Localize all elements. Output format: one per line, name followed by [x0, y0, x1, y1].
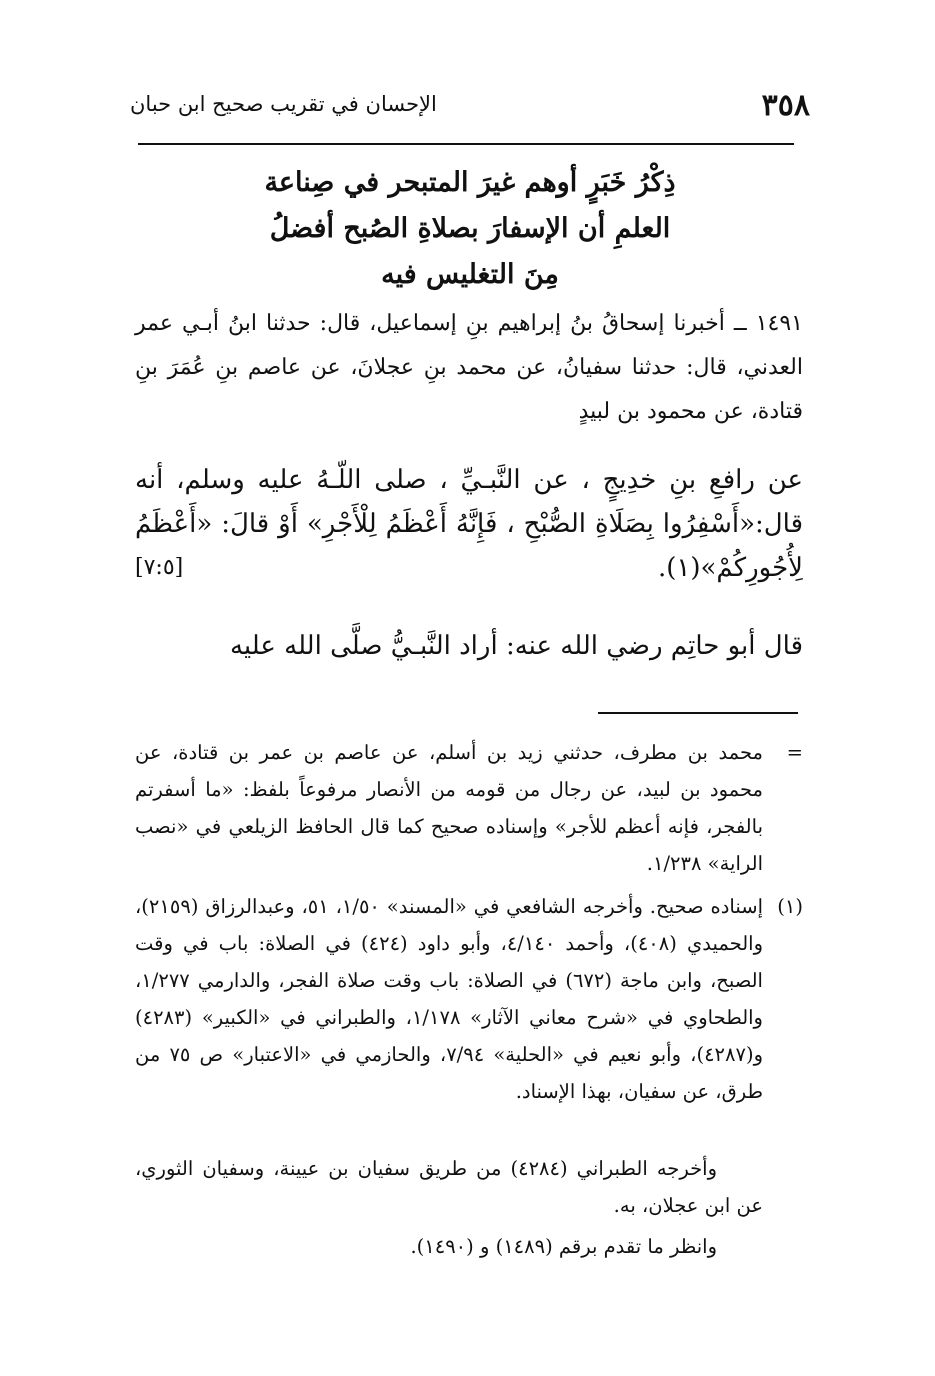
footnote-text: إسناده صحيح. وأخرجه الشافعي في «المسند» ١/٥٠، ٥١، وعبدالرزاق (٢١٥٩)، والحميدي (٤٠٨)، وأحمد ٤/١٤٠، وأبو داود (٤٢٤) في الصلاة: باب في وقت الصبح، وابن ماجة (٦٧٢) في الصلاة: باب وقت صلاة الفجر، والدارمي ١/٢٧٧، والطحاوي في «شرح معاني الآثار» ١/١٧٨، والطبراني في «الكبير» (٤٢٨٣) و(٤٢٨٧)، وأبو نعيم في «الحلية» ٧/٩٤، والحازمي في «الاعتبار» ص ٧٥ من طرق، عن سفيان، بهذا الإسناد.: [135, 895, 763, 1103]
footnote-1: [135, 888, 803, 1110]
footnote-continuation: [135, 734, 803, 882]
heading-line-3: مِنَ التغليس فيه: [381, 259, 559, 290]
heading-line-1: ذِكْرُ خَبَرٍ أوهم غيرَ المتبحر في صِناعة: [264, 167, 676, 198]
footnote-rule: [598, 712, 798, 714]
hadith-reference: [٧:٥]: [135, 555, 184, 580]
page-number: ٣٥٨: [761, 88, 810, 123]
hadith-text: [135, 458, 803, 590]
hadith-chain: ١٤٩١ ــ أخبرنا إسحاقُ بنُ إبراهيم بنِ إسماعيل، قال: حدثنا ابنُ أبـي عمر العدني، قال: حدثنا سفيانُ، عن محمد بنِ عجلانَ، عن عاصم بنِ عُمَرَ بنِ قتادة، عن محمود بن لبيدٍ: [135, 311, 803, 424]
running-title: الإحسان في تقريب صحيح ابن حبان: [130, 92, 437, 116]
footnote-text: محمد بن مطرف، حدثني زيد بن أسلم، عن عاصم بن عمر بن قتادة، عن محمود بن لبيد، عن رجال من قومه من الأنصار مرفوعاً بلفظ: «ما أسفرتم بالفجر، فإنه أعظم للأجر» وإسناده صحيح كما قال الحافظ الزيلعي في «نصب الراية» ١/٢٣٨.: [135, 741, 763, 875]
page-header: [130, 88, 810, 128]
footnote-marker: (١): [777, 895, 803, 918]
heading-line-2: العلمِ أن الإسفارَ بصلاةِ الصُبح أفضلُ: [269, 213, 671, 244]
hadith-matn: عن رافعِ بنِ خدِيجٍ ، عن النَّبـيِّ ، صلى اللّـهُ عليه وسلم، أنه قال:«أَسْفِرُوا بِصَلَاةِ الصُّبْحِ ، فَإِنَّهُ أَعْظَمُ لِلْأَجْرِ» أَوْ قالَ: «أَعْظَمُ لِأُجُورِكُمْ»(١).: [135, 465, 803, 583]
footnote-marker: =: [786, 741, 803, 764]
chapter-heading: [150, 160, 790, 298]
commentary: قال أبو حاتِم رضي الله عنه: أراد النَّبـيُّ صلَّى الله عليه: [229, 631, 803, 661]
footnote-paragraph: وأخرجه الطبراني (٤٢٨٤) من طريق سفيان بن عيينة، وسفيان الثوري، عن ابن عجلان، به.: [135, 1157, 763, 1217]
footnote-1-extra: [135, 1150, 803, 1265]
header-rule: [138, 143, 794, 145]
footnote-cross-reference: وانظر ما تقدم برقم (١٤٨٩) و (١٤٩٠).: [410, 1235, 717, 1258]
